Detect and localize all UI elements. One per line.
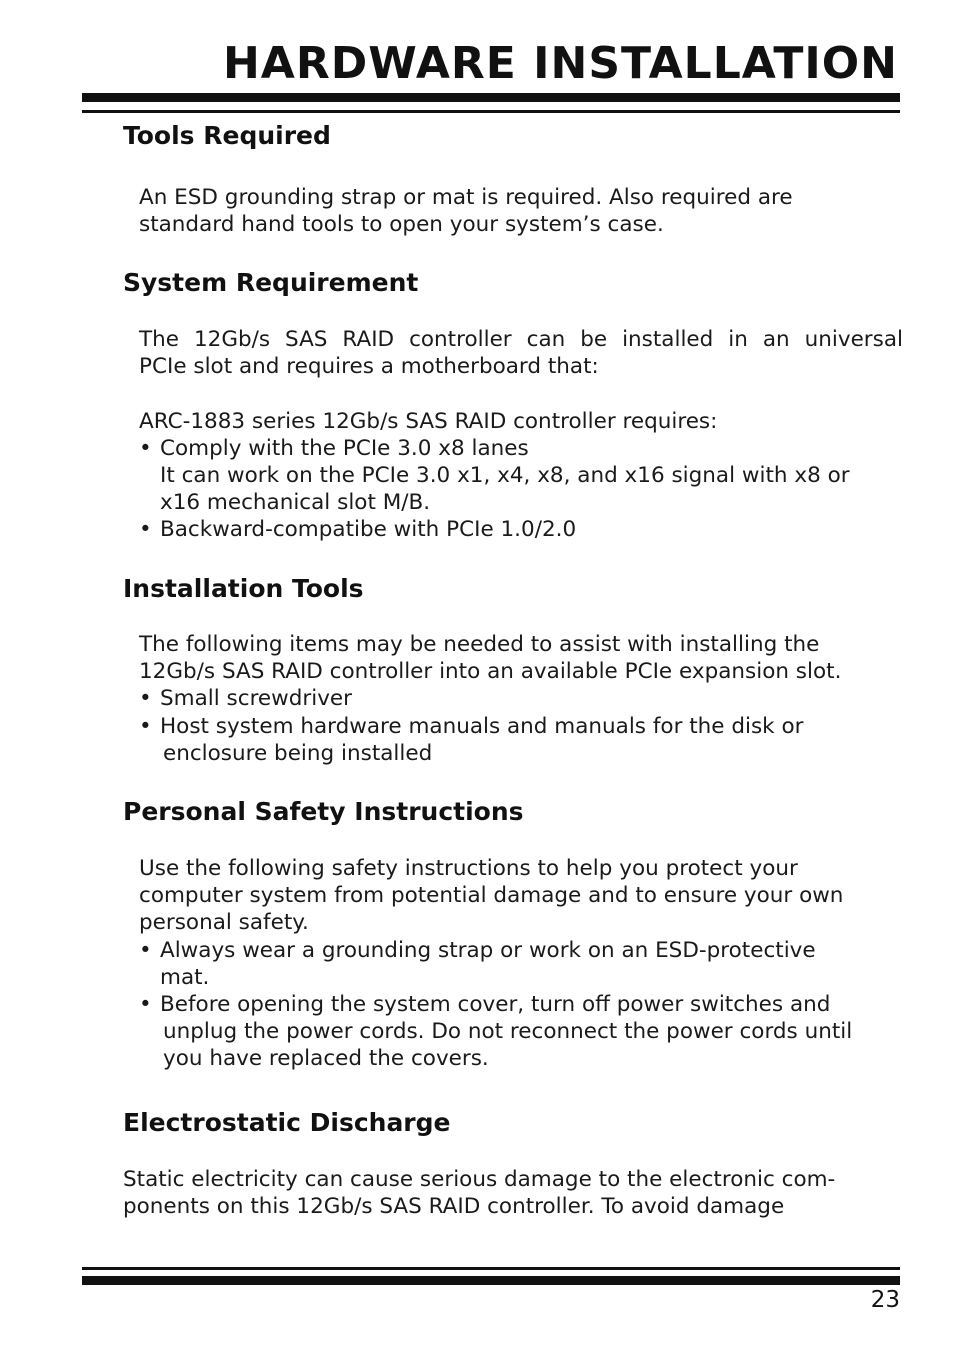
text-line: The 12Gb/s SAS RAID controller can be installed in an universal (139, 327, 903, 352)
page-number: 23 (870, 1287, 900, 1313)
bullet-text: Small screwdriver (160, 686, 352, 712)
section-title-electrostatic-discharge: Electrostatic Discharge (123, 1108, 451, 1137)
system-requirement-paragraph (139, 326, 903, 544)
footer-rule-thin (82, 1267, 900, 1270)
bullet-text: Always wear a grounding strap or work on an ESD-protective (160, 937, 816, 963)
bullet-icon: • (139, 517, 152, 543)
text-line: 12Gb/s SAS RAID controller into an available PCIe expansion slot. (139, 659, 842, 685)
footer-rule-thick (82, 1276, 900, 1285)
section-title-system-requirement: System Requirement (123, 268, 419, 297)
text-line: The following items may be needed to assist with installing the (139, 632, 820, 657)
text-line: An ESD grounding strap or mat is required. Also required are (139, 185, 793, 210)
bullet-text: Host system hardware manuals and manuals for the disk or (160, 713, 804, 739)
bullet-text: Comply with the PCIe 3.0 x8 lanes (160, 435, 529, 461)
text-line: Use the following safety instructions to help you protect your (139, 856, 798, 881)
section-title-personal-safety: Personal Safety Instructions (123, 797, 524, 826)
bullet-item (139, 937, 903, 991)
text-line: computer system from potential damage and to ensure your own (139, 883, 844, 909)
bullet-icon: • (139, 435, 152, 461)
bullet-icon: • (139, 713, 152, 739)
section-title-tools-required: Tools Required (123, 121, 331, 150)
bullet-icon: • (139, 937, 152, 963)
bullet-icon: • (139, 686, 152, 712)
bullet-text: mat. (160, 964, 210, 990)
personal-safety-paragraph (139, 855, 903, 1073)
text-line: ARC-1883 series 12Gb/s SAS RAID controller requires: (139, 408, 718, 434)
text-line: ponents on this 12Gb/s SAS RAID controller. To avoid damage (123, 1194, 785, 1220)
bullet-text: you have replaced the covers. (163, 1046, 489, 1072)
bullet-text: x16 mechanical slot M/B. (160, 490, 431, 516)
blank-line (139, 380, 903, 407)
bullet-item (139, 435, 903, 517)
bullet-item (139, 685, 903, 712)
text-line: Static electricity can cause serious damage to the electronic com- (123, 1167, 836, 1192)
electrostatic-discharge-paragraph (123, 1166, 903, 1220)
installation-tools-paragraph (139, 631, 903, 767)
bullet-text: It can work on the PCIe 3.0 x1, x4, x8, and x16 signal with x8 or (160, 463, 850, 489)
text-line: personal safety. (139, 910, 309, 936)
bullet-text: Backward-compatibe with PCIe 1.0/2.0 (160, 517, 577, 543)
bullet-item (139, 991, 903, 1073)
text-line: standard hand tools to open your system’s case. (139, 212, 664, 238)
bullet-icon: • (139, 992, 152, 1018)
bullet-text: enclosure being installed (163, 740, 433, 766)
bullet-text: unplug the power cords. Do not reconnect the power cords until (163, 1019, 853, 1045)
tools-required-paragraph (139, 184, 903, 238)
text-line: PCIe slot and requires a motherboard that: (139, 354, 599, 380)
section-title-installation-tools: Installation Tools (123, 574, 364, 603)
bullet-item (139, 713, 903, 767)
header-rule-thick (82, 93, 900, 102)
page-title: HARDWARE INSTALLATION (222, 38, 898, 89)
bullet-item (139, 516, 903, 543)
header-rule-thin (82, 110, 900, 113)
bullet-text: Before opening the system cover, turn off power switches and (160, 992, 831, 1018)
